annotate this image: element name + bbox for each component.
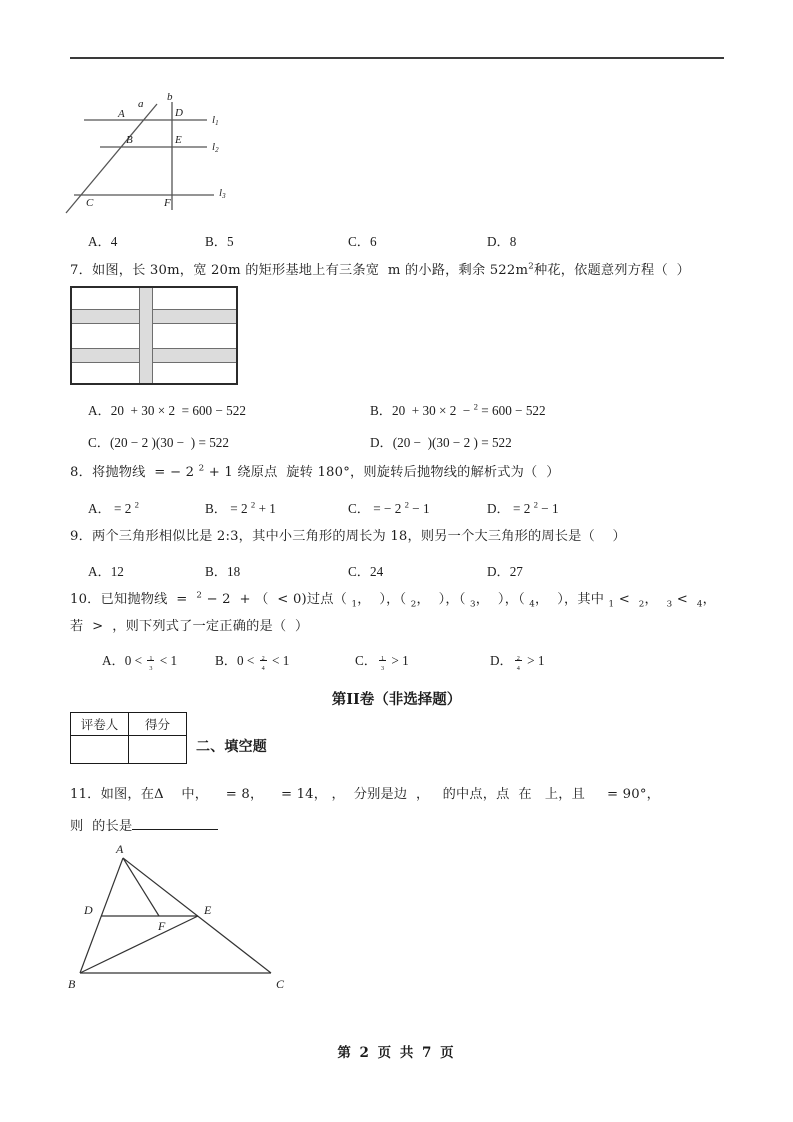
q7-stem-part1: 7．如图，长 30m，宽 20m 的矩形基地上有三条宽 m 的小路，剩余 522m xyxy=(70,263,529,278)
q10-option-b[interactable] xyxy=(215,650,289,672)
q10-b-denominator xyxy=(260,661,267,671)
label-a: a xyxy=(138,98,144,110)
label-b: b xyxy=(167,91,173,103)
q10-option-b-post: < 1 xyxy=(268,653,290,668)
q10-b-numerator xyxy=(260,651,267,662)
q9-option-a[interactable]: A．12 xyxy=(88,564,124,579)
q10-option-c-fraction xyxy=(379,651,386,672)
q10-option-b-pre: 0 < xyxy=(236,653,258,668)
q10-a-den-sub: 3 xyxy=(149,665,153,673)
q8-option-a[interactable] xyxy=(88,498,139,517)
section-fill-title: 二、填空题 xyxy=(196,739,267,755)
q8-option-b-key: B． xyxy=(205,501,227,516)
q6-option-a[interactable]: A．4 xyxy=(88,234,118,249)
q10-sub-6: 2 xyxy=(638,599,645,610)
vertical-path-band xyxy=(139,288,153,383)
q7-option-b[interactable] xyxy=(370,400,546,419)
q8-option-a-sup: 2 xyxy=(134,499,139,510)
q10-sub-4: 4 xyxy=(529,599,536,610)
q8-stem-post: + 1 绕原点 旋转 180°，则旋转后抛物线的解析式为（ ） xyxy=(204,465,560,480)
q9-option-d[interactable]: D．27 xyxy=(487,564,523,579)
q7-option-a[interactable] xyxy=(88,400,246,419)
q7-stem-superscript: 2 xyxy=(528,261,534,272)
figure-triangle-abc xyxy=(58,836,348,1001)
q7-stem xyxy=(70,261,690,278)
q8-option-d-pre: = 2 xyxy=(509,501,534,516)
q8-option-b-pre: = 2 xyxy=(226,501,251,516)
q6-option-d[interactable]: D．8 xyxy=(487,234,517,249)
score-table xyxy=(70,712,187,764)
score-table-header-score: 得分 xyxy=(129,713,187,736)
page-footer: 第 2 页 共 7 页 xyxy=(337,1045,456,1061)
q8-option-d[interactable] xyxy=(487,498,559,517)
q10-seg-2: ， ），（ xyxy=(357,592,411,607)
q10-b-num-sub: 2 xyxy=(261,654,265,662)
q11-answer-blank[interactable] xyxy=(132,818,218,830)
q10-a-numerator xyxy=(147,651,154,662)
q10-b-den-sub: 4 xyxy=(261,665,265,673)
triangle-label-F: F xyxy=(158,919,166,933)
q10-seg-7: ， xyxy=(644,592,667,607)
q10-sub-7: 3 xyxy=(666,599,673,610)
q8-option-b-post: + 1 xyxy=(255,501,276,516)
q7-rectangle-figure xyxy=(70,286,238,385)
q10-c-num-sub: 1 xyxy=(380,654,385,662)
q10-option-c-post: > 1 xyxy=(388,653,409,668)
q7-option-c-key: C． xyxy=(88,435,110,450)
q7-option-c[interactable] xyxy=(88,432,229,451)
q8-option-c-post: − 1 xyxy=(409,501,430,516)
figure-parallel-lines xyxy=(62,78,282,218)
q8-stem-pre: 8．将抛物线 = − 2 xyxy=(70,465,199,480)
q9-option-c[interactable]: C．24 xyxy=(348,564,384,579)
q10-c-den-sub: 3 xyxy=(380,665,385,673)
q10-seg-6: < xyxy=(614,592,639,607)
label-A: A xyxy=(118,108,125,120)
q10-l1-mid: − 2 + （ < 0)过点（ xyxy=(202,592,352,607)
q7-stem-part2: 种花，依题意列方程（ ） xyxy=(533,263,690,278)
label-B: B xyxy=(126,134,133,146)
q10-option-b-fraction xyxy=(260,651,267,672)
q8-stem-sup: 2 xyxy=(198,463,205,474)
q8-option-c-sup: 2 xyxy=(404,499,409,510)
q8-option-a-pre: = 2 xyxy=(110,501,135,516)
q8-option-d-sup: 2 xyxy=(533,499,538,510)
q10-option-d[interactable] xyxy=(490,650,544,672)
q10-option-a-key: A． xyxy=(102,653,125,668)
q10-a-num-sub: 1 xyxy=(149,654,153,662)
q8-option-c-pre: = − 2 xyxy=(369,501,405,516)
q8-option-b[interactable] xyxy=(205,498,276,517)
q10-option-a[interactable] xyxy=(102,650,177,672)
q10-stem-line1 xyxy=(70,590,716,610)
triangle-label-B: B xyxy=(68,977,76,991)
label-F: F xyxy=(164,197,171,209)
q10-d-num-sub: 2 xyxy=(516,654,520,662)
header-rule xyxy=(70,57,724,59)
q10-sub-3: 3 xyxy=(470,599,476,610)
label-C: C xyxy=(86,197,94,209)
q8-option-d-post: − 1 xyxy=(538,501,559,516)
q10-sub-2: 2 xyxy=(410,599,417,610)
q10-option-b-key: B． xyxy=(215,653,237,668)
q10-option-a-pre: 0 < xyxy=(124,653,146,668)
q10-option-d-post: > 1 xyxy=(523,653,545,668)
q10-sub-1: 1 xyxy=(351,599,358,610)
label-D: D xyxy=(175,107,183,119)
q11-stem-line2-pre: 则 的长是 xyxy=(70,819,133,834)
q8-option-c[interactable] xyxy=(348,498,430,517)
q10-option-d-key: D． xyxy=(490,653,513,668)
q7-option-d[interactable] xyxy=(370,432,512,451)
q10-d-numerator xyxy=(515,651,522,662)
q10-stem-line2: 若 > ，则下列式了一定正确的是（ ） xyxy=(70,619,309,634)
q9-stem: 9．两个三角形相似比是 2:3，其中小三角形的周长为 18，则另一个大三角形的周长是（ ） xyxy=(70,529,626,544)
q10-option-a-fraction xyxy=(147,651,154,672)
q6-option-b[interactable]: B．5 xyxy=(205,234,234,249)
q10-option-c-key: C． xyxy=(355,653,377,668)
q6-option-c[interactable]: C．6 xyxy=(348,234,377,249)
score-table-cell-score[interactable] xyxy=(129,736,187,764)
q8-option-a-key: A． xyxy=(88,501,111,516)
triangle-label-A: A xyxy=(116,842,124,856)
triangle-label-C: C xyxy=(276,977,285,991)
q8-option-b-sup: 2 xyxy=(250,499,256,510)
q10-c-numerator xyxy=(379,651,386,662)
q10-c-denominator xyxy=(379,661,386,671)
q7-option-d-expr: (20 − )(30 − 2 ) = 522 xyxy=(392,435,512,450)
q10-option-c[interactable] xyxy=(355,650,409,672)
q8-stem xyxy=(70,463,560,480)
label-l1: l1 xyxy=(212,114,219,127)
q7-option-b-expr-pre: 20 + 30 × 2 − xyxy=(391,403,474,418)
triangle-label-E: E xyxy=(204,903,212,917)
q7-option-c-expr: (20 − 2 )(30 − ) = 522 xyxy=(109,435,229,450)
q10-l1-sup: 2 xyxy=(196,590,203,601)
q10-a-denominator xyxy=(147,661,154,671)
q10-seg-4: ， ），（ xyxy=(475,592,530,607)
horizontal-path-band-2 xyxy=(72,348,236,363)
q7-option-a-key: A． xyxy=(88,403,111,418)
label-E: E xyxy=(175,134,182,146)
q10-l1-pre: 10．已知抛物线 = xyxy=(70,592,197,607)
q7-option-b-key: B． xyxy=(370,403,392,418)
label-l3: l3 xyxy=(219,187,226,200)
q7-option-d-key: D． xyxy=(370,435,393,450)
section-ii-title: 第II卷（非选择题） xyxy=(331,691,462,708)
q10-option-a-post: < 1 xyxy=(156,653,178,668)
score-table-header-grader: 评卷人 xyxy=(71,713,129,736)
q9-option-b[interactable]: B．18 xyxy=(205,564,241,579)
q10-seg-5: ， ），其中 xyxy=(535,592,609,607)
q8-option-c-key: C． xyxy=(348,501,370,516)
q10-seg-8: < xyxy=(672,592,697,607)
q11-stem-line2 xyxy=(70,818,218,833)
q10-option-d-fraction xyxy=(515,651,522,672)
triangle-label-D: D xyxy=(84,903,93,917)
q10-sub-8: 4 xyxy=(696,599,703,610)
q7-option-b-expr-post: = 600 − 522 xyxy=(478,403,546,418)
q11-stem-line1: 11．如图，在Δ 中， = 8， = 14， ， 分别是边 ， 的中点，点 在 上，且 = 90°， xyxy=(70,787,661,802)
q10-seg-9: ， xyxy=(702,592,716,607)
q10-sub-5: 1 xyxy=(608,599,615,610)
q7-option-b-sup: 2 xyxy=(473,401,478,412)
q10-d-den-sub: 4 xyxy=(516,665,520,673)
label-l2: l2 xyxy=(212,141,219,154)
score-table-cell-grader[interactable] xyxy=(71,736,129,764)
table-row xyxy=(71,736,187,764)
horizontal-path-band-1 xyxy=(72,309,236,324)
q7-option-a-expr: 20 + 30 × 2 = 600 − 522 xyxy=(110,403,246,418)
q10-d-denominator xyxy=(515,661,522,671)
q8-option-d-key: D． xyxy=(487,501,510,516)
q10-seg-3: ， ），（ xyxy=(416,592,470,607)
table-row xyxy=(71,713,187,736)
